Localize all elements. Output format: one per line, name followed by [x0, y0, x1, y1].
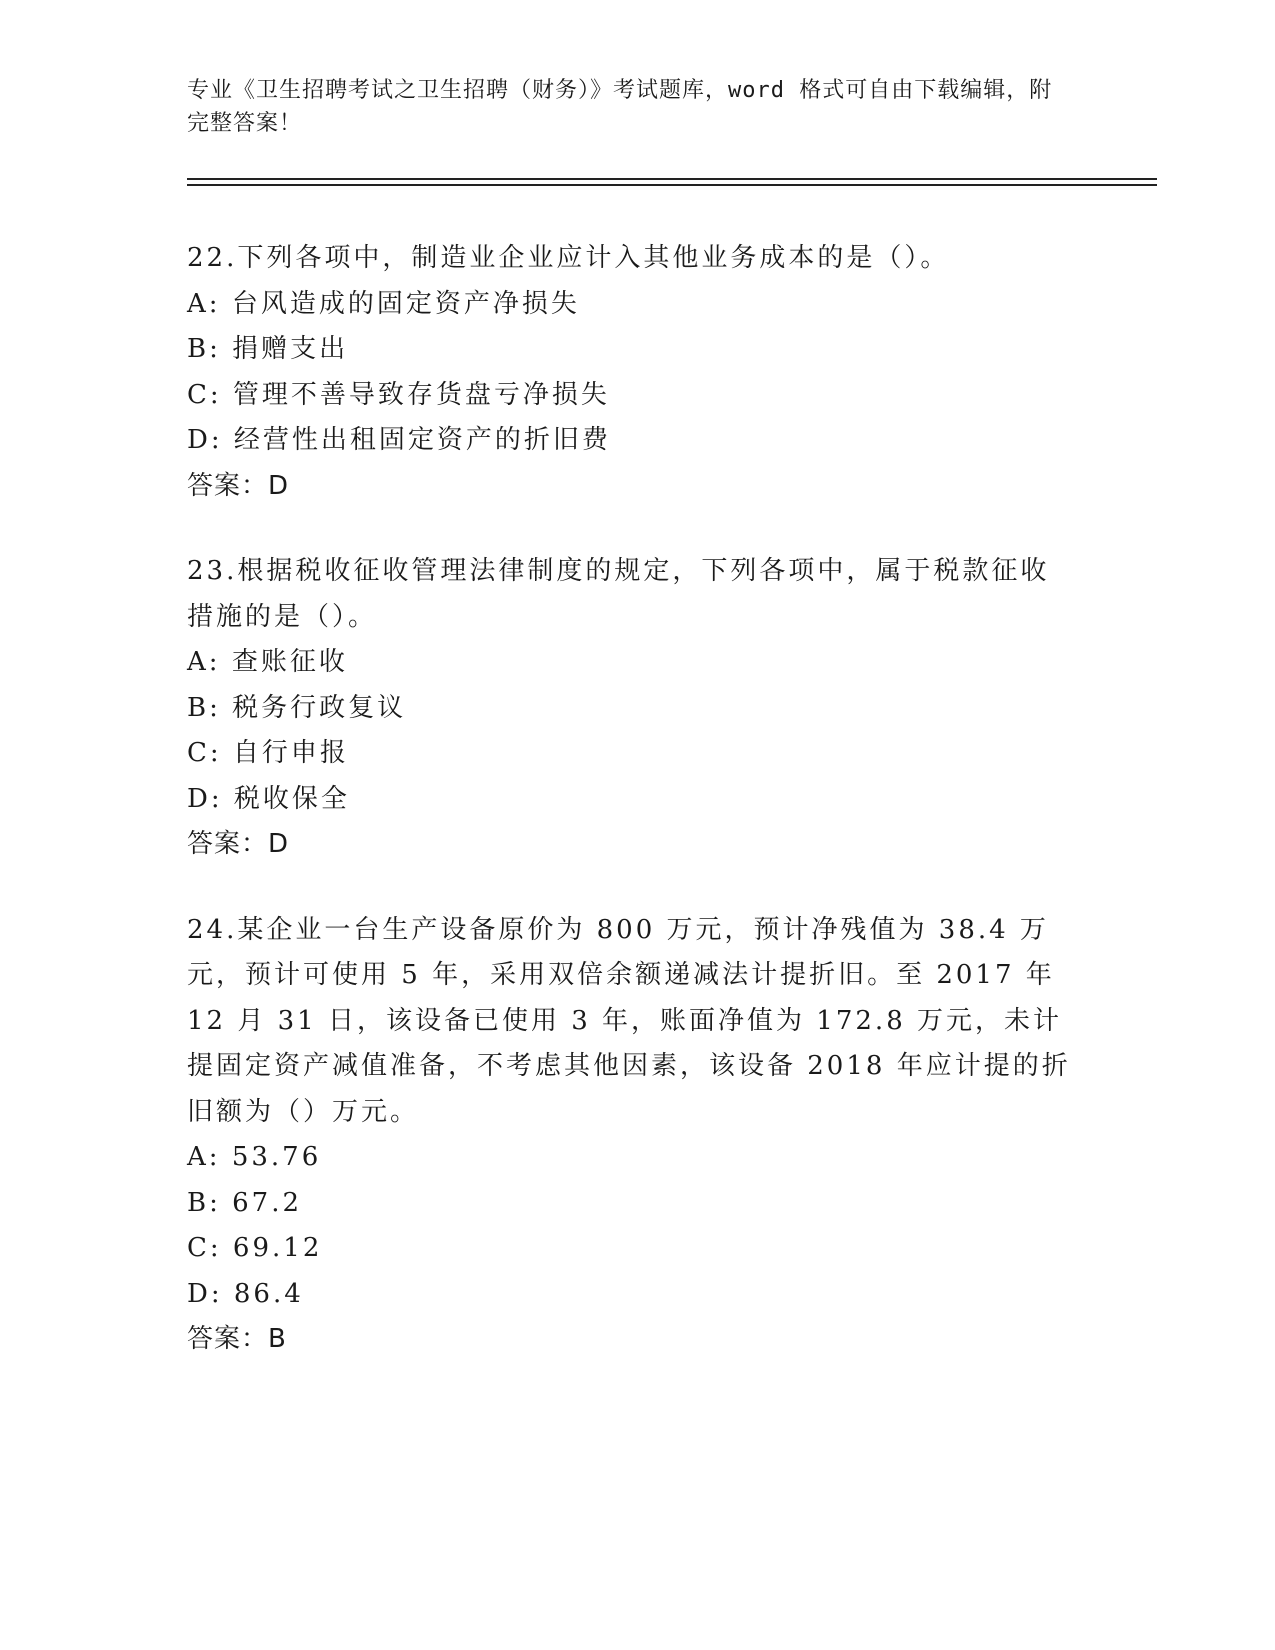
option-text: 税收保全: [233, 783, 350, 814]
option-label: B:: [187, 692, 221, 723]
option-label: A:: [187, 288, 221, 319]
question-list: [187, 236, 1077, 1403]
header-divider-bottom: [187, 184, 1157, 186]
option-label: D:: [187, 783, 223, 814]
option-text: 自行申报: [232, 738, 349, 768]
option-label: D:: [187, 1278, 223, 1309]
option-text: 管理不善导致存货盘亏净损失: [232, 379, 610, 410]
option-label: C:: [187, 738, 222, 768]
question-23: [187, 549, 1077, 868]
option-d: [187, 418, 1077, 464]
option-text: 53.76: [231, 1142, 322, 1172]
answer-line: [187, 822, 1077, 868]
question-text: 下列各项中，制造业企业应计入其他业务成本的是（）。: [237, 243, 950, 273]
question-text: 根据税收征收管理法律制度的规定，下列各项中，属于税款征收措施的是（）。: [187, 556, 1050, 632]
header-divider-top: [187, 178, 1157, 180]
option-d: [187, 777, 1077, 823]
option-label: B:: [187, 1187, 221, 1218]
question-22: [187, 236, 1077, 509]
option-text: 67.2: [232, 1187, 303, 1218]
option-a: [187, 640, 1077, 686]
option-b: [187, 1181, 1077, 1227]
option-text: 查账征收: [231, 647, 348, 677]
answer-value: D: [268, 829, 290, 859]
option-text: 台风造成的固定资产净损失: [231, 288, 580, 319]
option-d: [187, 1272, 1077, 1318]
option-text: 捐赠支出: [232, 334, 349, 364]
question-stem: [187, 236, 1077, 282]
option-label: A:: [187, 647, 221, 677]
answer-label: 答案：: [187, 1324, 269, 1354]
answer-value: B: [268, 1324, 287, 1354]
option-text: 69.12: [232, 1233, 323, 1263]
option-c: [187, 373, 1077, 419]
option-b: [187, 327, 1077, 373]
option-label: C:: [187, 1233, 222, 1263]
option-b: [187, 686, 1077, 732]
document-header: 专业《卫生招聘考试之卫生招聘（财务）》考试题库，word 格式可自由下载编辑，附完整答案！: [187, 78, 1053, 136]
question-number: 22.: [187, 243, 238, 273]
answer-line: [187, 464, 1077, 510]
option-text: 经营性出租固定资产的折旧费: [233, 425, 611, 455]
answer-value: D: [268, 470, 290, 501]
option-a: [187, 1135, 1077, 1181]
option-label: B:: [187, 334, 221, 364]
option-label: A:: [187, 1142, 221, 1172]
question-number: 24.: [187, 914, 238, 945]
question-number: 23.: [187, 556, 238, 586]
option-label: D:: [187, 425, 223, 455]
option-a: [187, 282, 1077, 328]
option-c: [187, 1226, 1077, 1272]
option-label: C:: [187, 379, 222, 410]
answer-label: 答案：: [187, 470, 269, 501]
option-text: 税务行政复议: [232, 692, 407, 723]
answer-label: 答案：: [187, 829, 269, 859]
question-text: 某企业一台生产设备原价为 800 万元，预计净残值为 38.4 万元，预计可使用 5 年，采用双倍余额递减法计提折旧。至 2017 年 12 月 31 日，该设备已使用 3 年，账面净值为 172.8 万元，未计提固定资产减值准备，不考虑其他因素，该设备 2018 年应计提的折旧额为（）万元。: [187, 914, 1071, 1127]
question-stem: [187, 908, 1077, 1136]
answer-line: [187, 1317, 1077, 1363]
option-c: [187, 731, 1077, 777]
question-24: [187, 908, 1077, 1363]
question-stem: [187, 549, 1077, 640]
option-text: 86.4: [233, 1278, 304, 1309]
